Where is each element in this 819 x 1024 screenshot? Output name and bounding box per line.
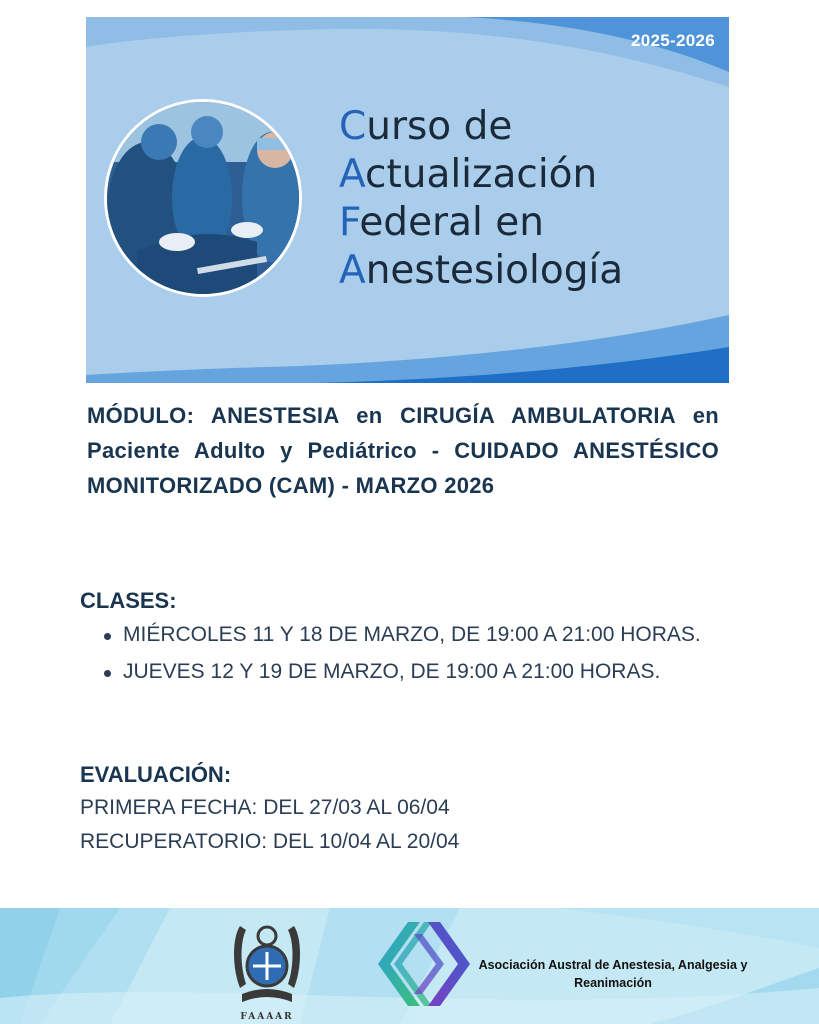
evaluation-title: EVALUACIÓN:: [80, 762, 232, 787]
course-title-line-3: Federal en: [339, 200, 544, 245]
footer-band: [0, 908, 819, 1024]
association-name: Asociación Austral de Anestesia, Analgesia y Reanimación: [478, 958, 748, 990]
course-title: [339, 103, 623, 295]
year-label: 2025-2026: [631, 31, 715, 50]
evaluation-first-date: PRIMERA FECHA: DEL 27/03 AL 06/04: [80, 796, 450, 819]
evaluation-makeup-date: RECUPERATORIO: DEL 10/04 AL 20/04: [80, 830, 460, 853]
module-heading: MÓDULO: ANESTESIA en CIRUGÍA AMBULATORIA en Paciente Adulto y Pediátrico - CUIDADO ANESTÉSICO MONITORIZADO (CAM) - MARZO 2026: [87, 403, 719, 498]
faaaar-label: FAAAAR: [240, 1012, 294, 1022]
course-title-line-1: Curso de: [339, 104, 513, 149]
list-item: JUEVES 12 Y 19 DE MARZO, DE 19:00 A 21:00 HORAS.: [123, 655, 726, 689]
list-item: MIÉRCOLES 11 Y 18 DE MARZO, DE 19:00 A 21:00 HORAS.: [123, 618, 726, 652]
course-banner: [86, 17, 729, 383]
classes-title: CLASES:: [80, 588, 177, 613]
classes-list: [123, 618, 726, 692]
faaaar-emblem: [228, 918, 306, 1022]
aaaar-logo-icon: [374, 914, 474, 1014]
course-title-line-4: Anestesiología: [339, 248, 624, 293]
surgical-team-photo: [104, 99, 302, 297]
course-title-line-2: Actualización: [339, 152, 598, 197]
